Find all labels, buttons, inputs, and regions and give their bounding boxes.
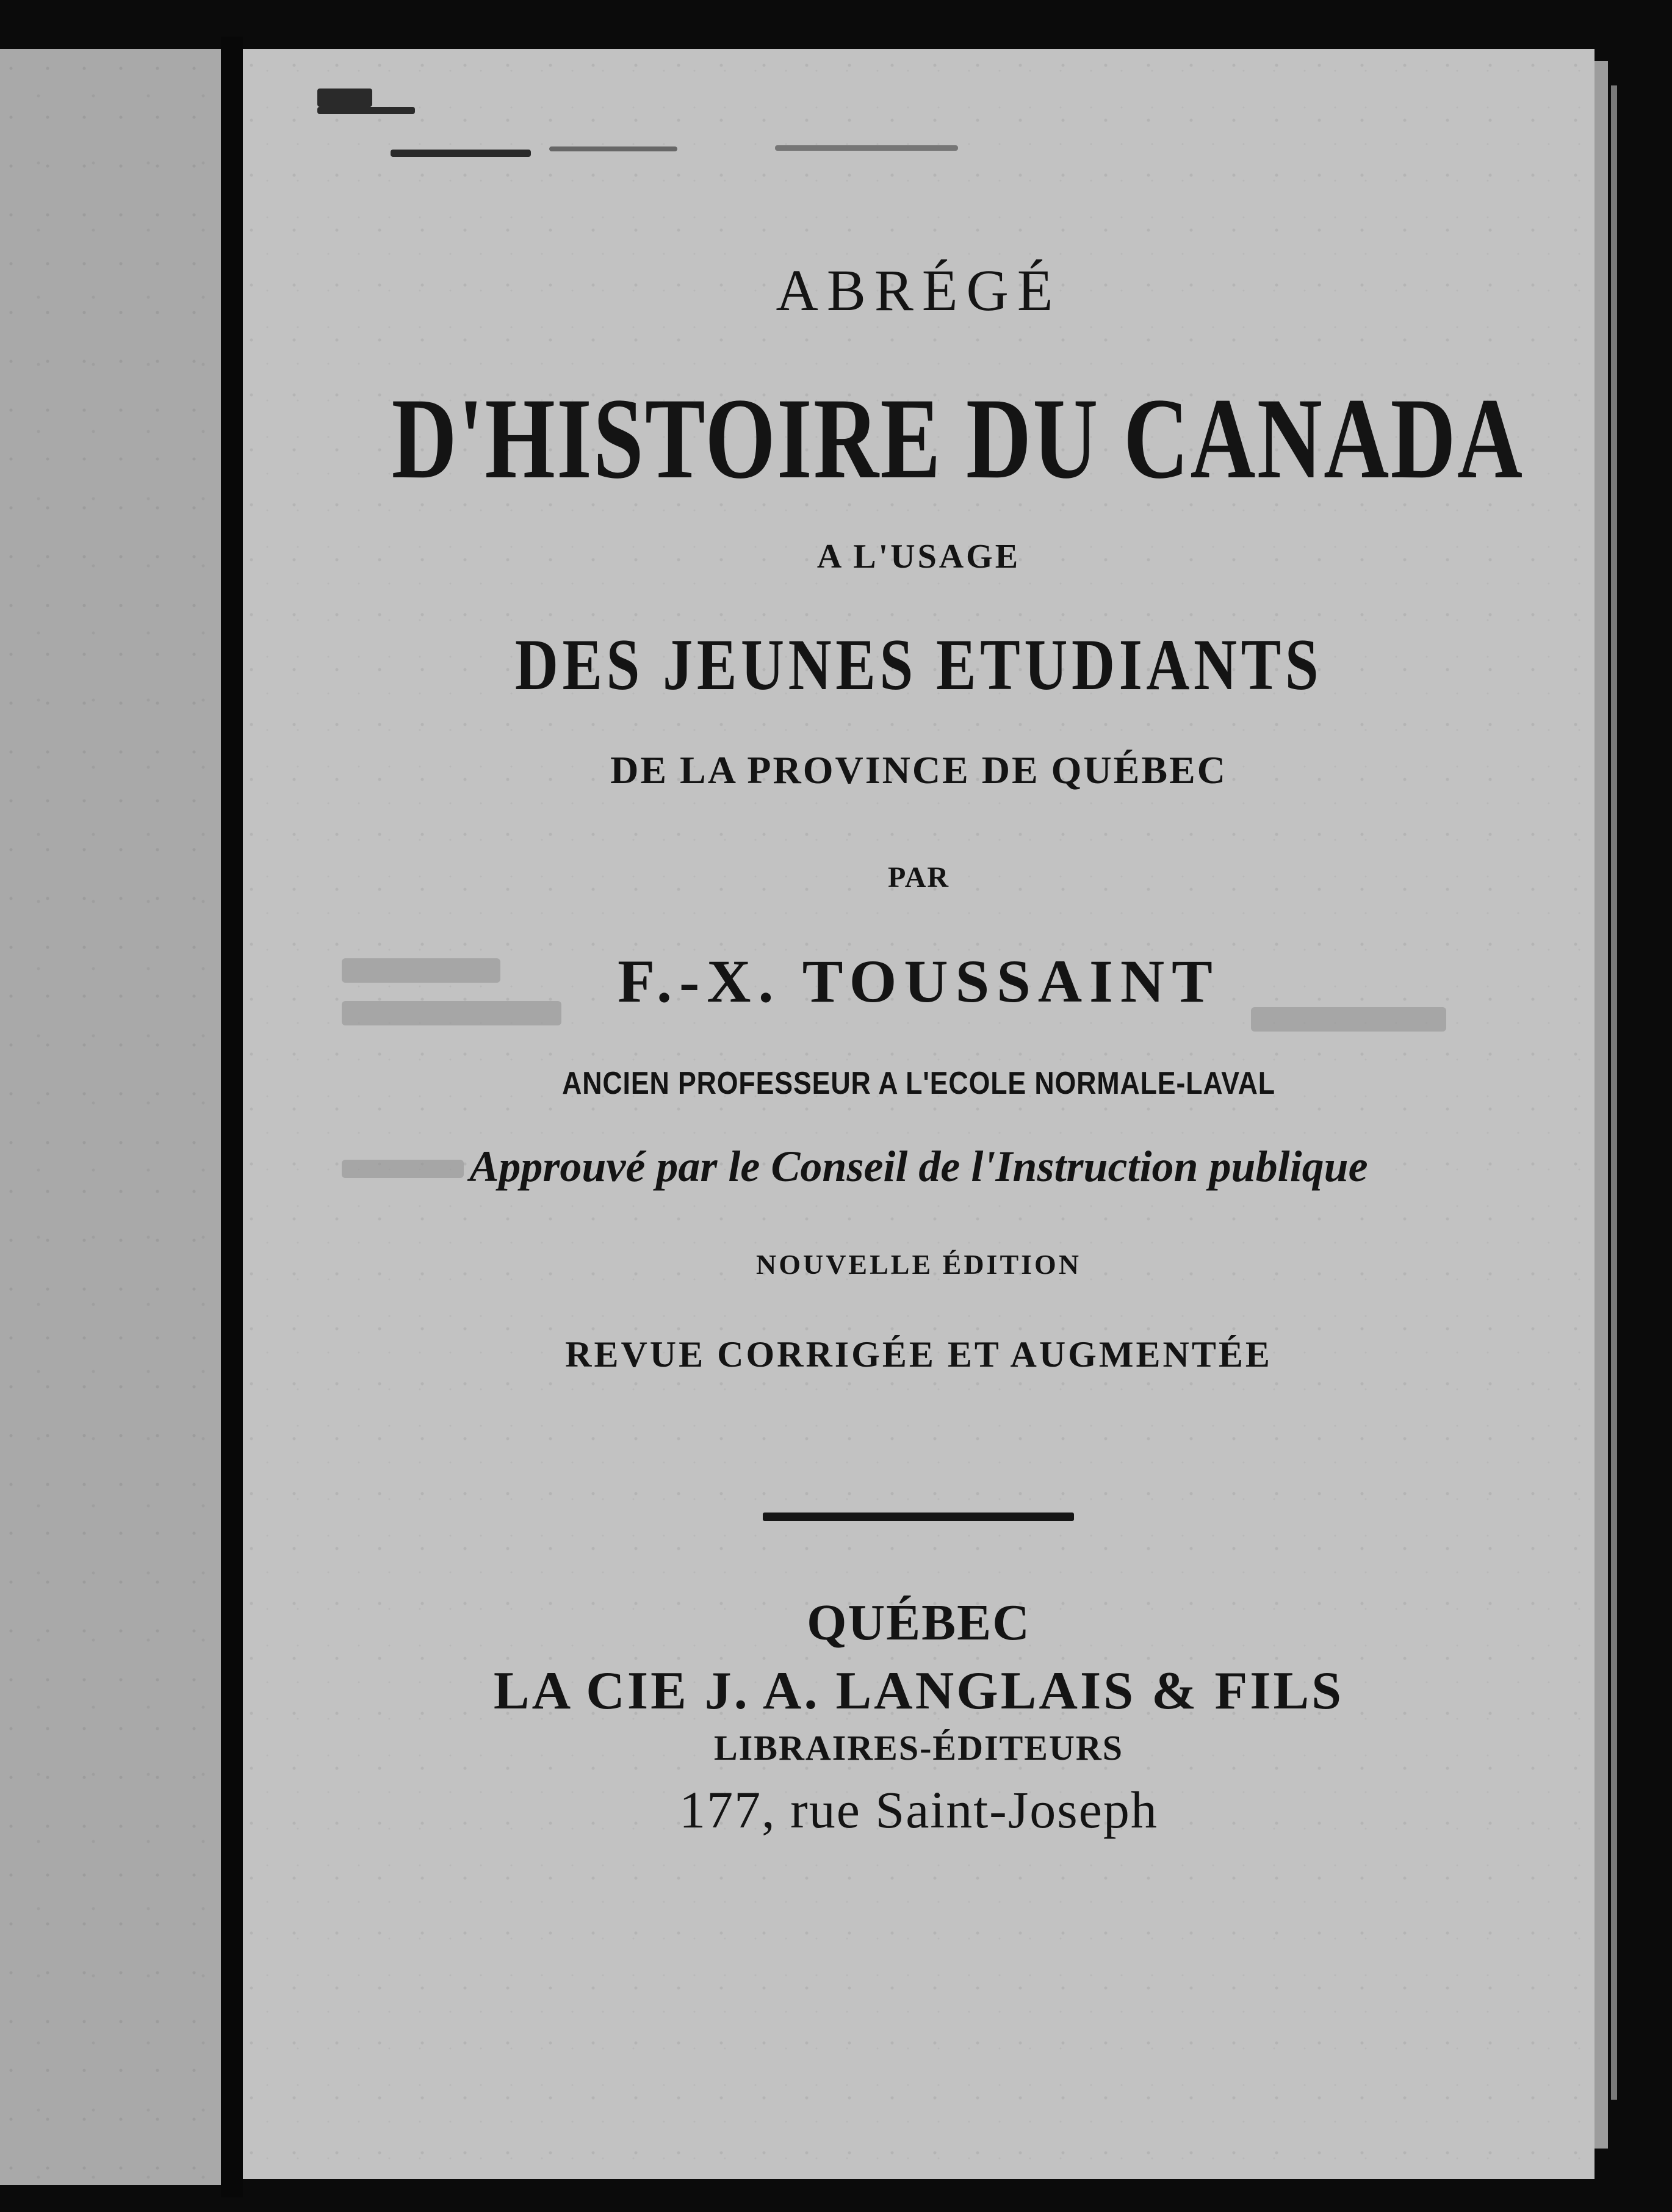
imprint-city: QUÉBEC: [807, 1594, 1031, 1651]
edition-line: NOUVELLE ÉDITION: [755, 1249, 1082, 1280]
title-line-histoire: D'HISTOIRE DU CANADA: [391, 375, 1524, 503]
audience-line: DES JEUNES ETUDIANTS: [514, 624, 1323, 705]
by-line: PAR: [887, 861, 950, 894]
title-line-abrege: ABRÉGÉ: [776, 258, 1062, 323]
ink-smudge: [391, 150, 531, 157]
imprint-address: 177, rue Saint-Joseph: [679, 1780, 1158, 1839]
revision-line: REVUE CORRIGÉE ET AUGMENTÉE: [565, 1334, 1272, 1375]
province-line: DE LA PROVINCE DE QUÉBEC: [610, 748, 1227, 792]
page-edge-right: [1595, 61, 1608, 2149]
imprint-publisher-role: LIBRAIRES-ÉDITEURS: [714, 1728, 1123, 1768]
imprint-publisher: LA CIE J. A. LANGLAIS & FILS: [493, 1661, 1344, 1721]
book-gutter: [221, 37, 243, 2197]
ink-smudge: [317, 107, 415, 114]
ink-smudge: [317, 89, 372, 107]
author-name: F.-X. TOUSSAINT: [618, 947, 1220, 1015]
left-page-edge: [0, 49, 221, 2185]
divider-rule: [763, 1513, 1074, 1521]
title-page: [243, 49, 1595, 2179]
usage-line: A L'USAGE: [816, 538, 1021, 576]
author-role: ANCIEN PROFESSEUR A L'ECOLE NORMALE-LAVAL: [562, 1066, 1275, 1101]
ink-smudge: [775, 145, 958, 151]
approval-line: Approuvé par le Conseil de l'Instruction publique: [469, 1142, 1368, 1191]
ink-smudge: [549, 146, 677, 151]
page-edge-shadow: [1611, 85, 1617, 2100]
